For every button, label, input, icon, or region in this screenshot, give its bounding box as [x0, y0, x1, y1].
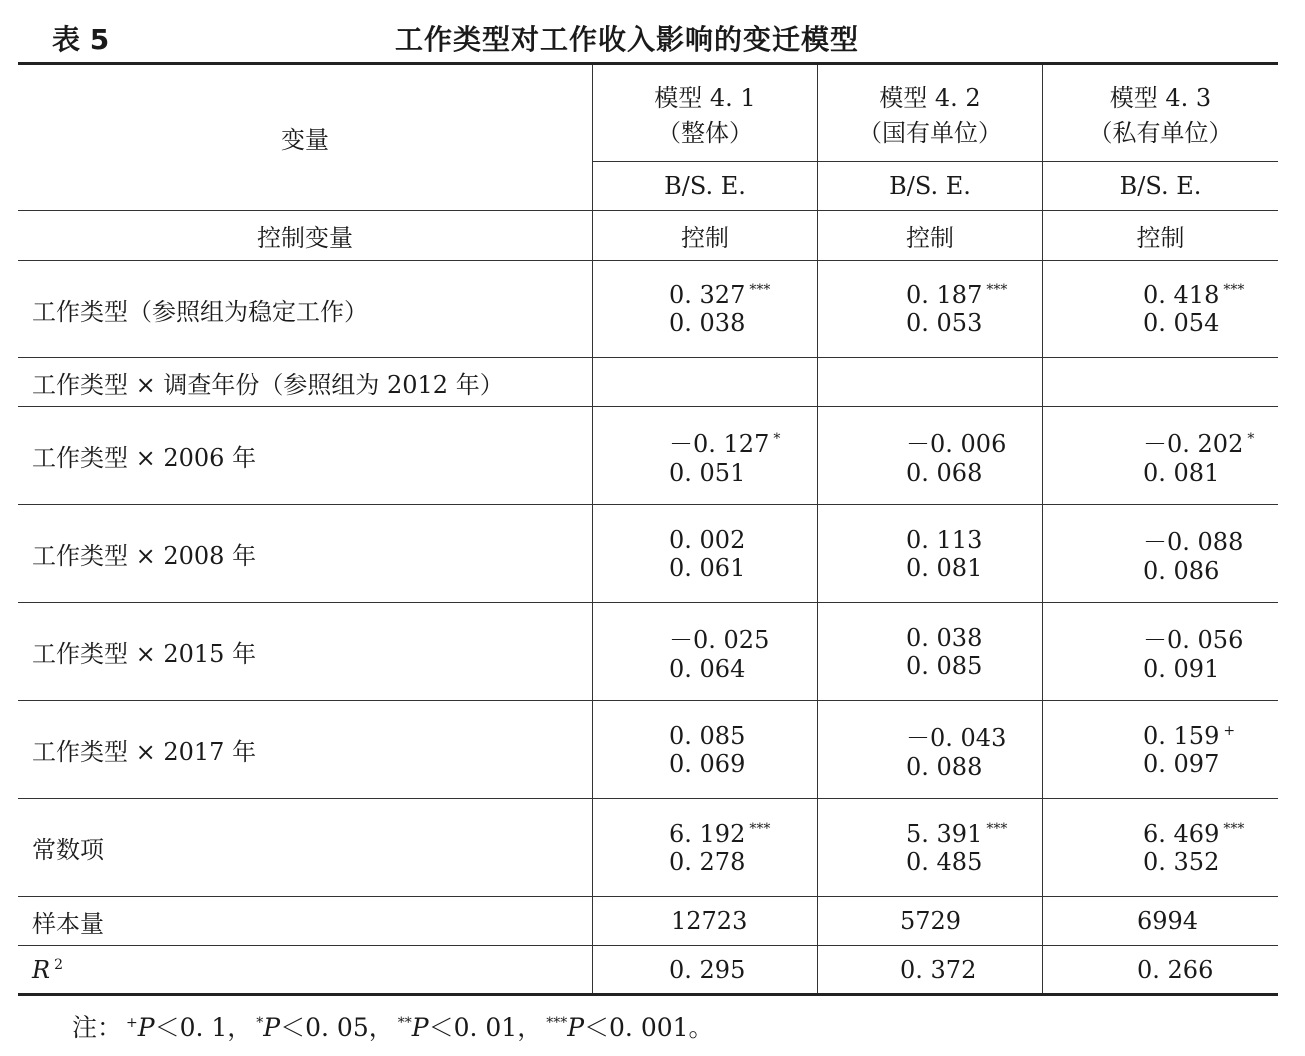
r2-value: 0. 372 [818, 946, 1043, 995]
sig-stars: * [1247, 431, 1255, 447]
stat-header: B/S. E. [1043, 162, 1279, 211]
coef-cell [593, 603, 818, 701]
r2-label [18, 946, 593, 995]
fn-text: ＜0. 1， [154, 1013, 253, 1042]
coef-cell [593, 261, 818, 358]
r2-value: 0. 266 [1043, 946, 1279, 995]
coef-b: 6. 469 [1143, 819, 1220, 848]
coef-b: －0. 025 [669, 626, 770, 654]
stat-header: B/S. E. [818, 162, 1043, 211]
coef-se: 0. 088 [906, 753, 983, 781]
sig-stars: *** [986, 282, 1008, 298]
coef-cell [1043, 603, 1279, 701]
row-label: 工作类型 × 2006 年 [18, 407, 593, 505]
model-header-3 [1043, 64, 1279, 162]
coef-b: －0. 043 [906, 724, 1007, 752]
rows-interactions [18, 407, 1278, 897]
coef-b: 0. 187 [906, 281, 983, 309]
sig-stars: * [773, 431, 781, 447]
model-sub: （整体） [657, 119, 753, 147]
table-label: 表 5 [52, 23, 110, 56]
coef-se: 0. 068 [906, 459, 983, 487]
row-label: 工作类型 × 2017 年 [18, 701, 593, 799]
fn-p: P [411, 1013, 429, 1042]
coef-cell [818, 261, 1043, 358]
regression-table [18, 62, 1278, 996]
model-name: 模型 4. 2 [879, 84, 981, 112]
fn-p: P [137, 1013, 155, 1042]
coef-b: 0. 038 [906, 623, 983, 652]
coef-b: 0. 418 [1143, 281, 1220, 309]
fn-star: + [126, 1014, 138, 1031]
row-work-type [18, 261, 1278, 358]
coef-se: 0. 053 [906, 309, 983, 337]
fn-p: P [263, 1013, 281, 1042]
coef-se: 0. 051 [669, 459, 746, 487]
r2-letter: R [32, 955, 51, 984]
fn-star: * [256, 1014, 264, 1031]
control-value: 控制 [818, 211, 1043, 261]
row-label: 工作类型 × 2008 年 [18, 505, 593, 603]
fn-text: ＜0. 05， [280, 1013, 394, 1042]
sig-stars: + [1223, 722, 1236, 739]
coef-cell [593, 407, 818, 505]
coef-b: －0. 202 [1143, 430, 1244, 458]
coef-cell [1043, 799, 1279, 897]
control-value: 控制 [1043, 211, 1279, 261]
coef-se: 0. 485 [906, 847, 983, 876]
coef-b: 0. 159 [1143, 721, 1220, 750]
coef-b: 0. 002 [669, 525, 746, 554]
coef-cell [1043, 261, 1279, 358]
coef-b: －0. 006 [906, 430, 1007, 458]
empty-cell [818, 358, 1043, 407]
fn-star: *** [546, 1014, 568, 1031]
sample-label: 样本量 [18, 897, 593, 946]
coef-cell [593, 701, 818, 799]
fn-text: ＜0. 001。 [584, 1013, 714, 1042]
table-title: 工作类型对工作收入影响的变迁模型 [395, 23, 860, 56]
coef-cell [593, 505, 818, 603]
sample-value: 6994 [1043, 897, 1279, 946]
empty-cell [593, 358, 818, 407]
interaction-header: 工作类型 × 调查年份（参照组为 2012 年） [18, 358, 593, 407]
coef-se: 0. 085 [906, 651, 983, 680]
coef-se: 0. 081 [1143, 459, 1220, 487]
variable-header: 变量 [18, 64, 593, 211]
coef-cell [818, 505, 1043, 603]
sig-stars: *** [1223, 820, 1245, 837]
coef-b: 5. 391 [906, 819, 983, 848]
model-sub: （私有单位） [1088, 119, 1233, 147]
model-sub: （国有单位） [858, 119, 1002, 147]
row-label: 常数项 [18, 799, 593, 897]
row-label: 工作类型 × 2015 年 [18, 603, 593, 701]
r2-value: 0. 295 [593, 946, 818, 995]
footnote-prefix: 注： [72, 1013, 123, 1042]
coef-b: 0. 113 [906, 525, 983, 554]
coef-se: 0. 352 [1143, 847, 1220, 876]
sample-value: 5729 [818, 897, 1043, 946]
footnote [72, 1008, 714, 1044]
control-label: 控制变量 [18, 211, 593, 261]
coef-se: 0. 054 [1143, 309, 1220, 337]
model-header-1 [593, 64, 818, 162]
model-name: 模型 4. 1 [654, 84, 756, 112]
empty-cell [1043, 358, 1279, 407]
coef-cell [1043, 505, 1279, 603]
coef-cell [818, 701, 1043, 799]
sig-stars: *** [749, 282, 771, 298]
sig-stars: *** [749, 820, 771, 837]
coef-se: 0. 081 [906, 553, 983, 582]
coef-se: 0. 086 [1143, 557, 1220, 585]
coef-se: 0. 038 [669, 309, 746, 337]
coef-b: 6. 192 [669, 819, 746, 848]
stat-header: B/S. E. [593, 162, 818, 211]
coef-se: 0. 061 [669, 553, 746, 582]
coef-cell [593, 799, 818, 897]
coef-b: －0. 127 [669, 430, 770, 458]
control-value: 控制 [593, 211, 818, 261]
sample-value: 12723 [593, 897, 818, 946]
sig-stars: *** [986, 820, 1008, 837]
row-label: 工作类型（参照组为稳定工作） [18, 261, 593, 358]
coef-cell [818, 603, 1043, 701]
coef-cell [818, 407, 1043, 505]
fn-text: ＜0. 01， [428, 1013, 543, 1042]
model-header-2 [818, 64, 1043, 162]
coef-cell [1043, 407, 1279, 505]
coef-se: 0. 064 [669, 655, 746, 683]
coef-se: 0. 097 [1143, 749, 1220, 778]
coef-se: 0. 091 [1143, 655, 1220, 683]
coef-se: 0. 069 [669, 749, 746, 778]
fn-p: P [567, 1013, 585, 1042]
r2-sup: 2 [54, 956, 63, 973]
coef-b: 0. 085 [669, 721, 746, 750]
coef-se: 0. 278 [669, 847, 746, 876]
coef-b: －0. 056 [1143, 626, 1244, 654]
sig-stars: *** [1223, 282, 1245, 298]
coef-b: 0. 327 [669, 281, 746, 309]
coef-b: －0. 088 [1143, 528, 1244, 556]
fn-star: ** [397, 1014, 412, 1031]
coef-cell [818, 799, 1043, 897]
coef-cell [1043, 701, 1279, 799]
model-name: 模型 4. 3 [1109, 84, 1212, 112]
